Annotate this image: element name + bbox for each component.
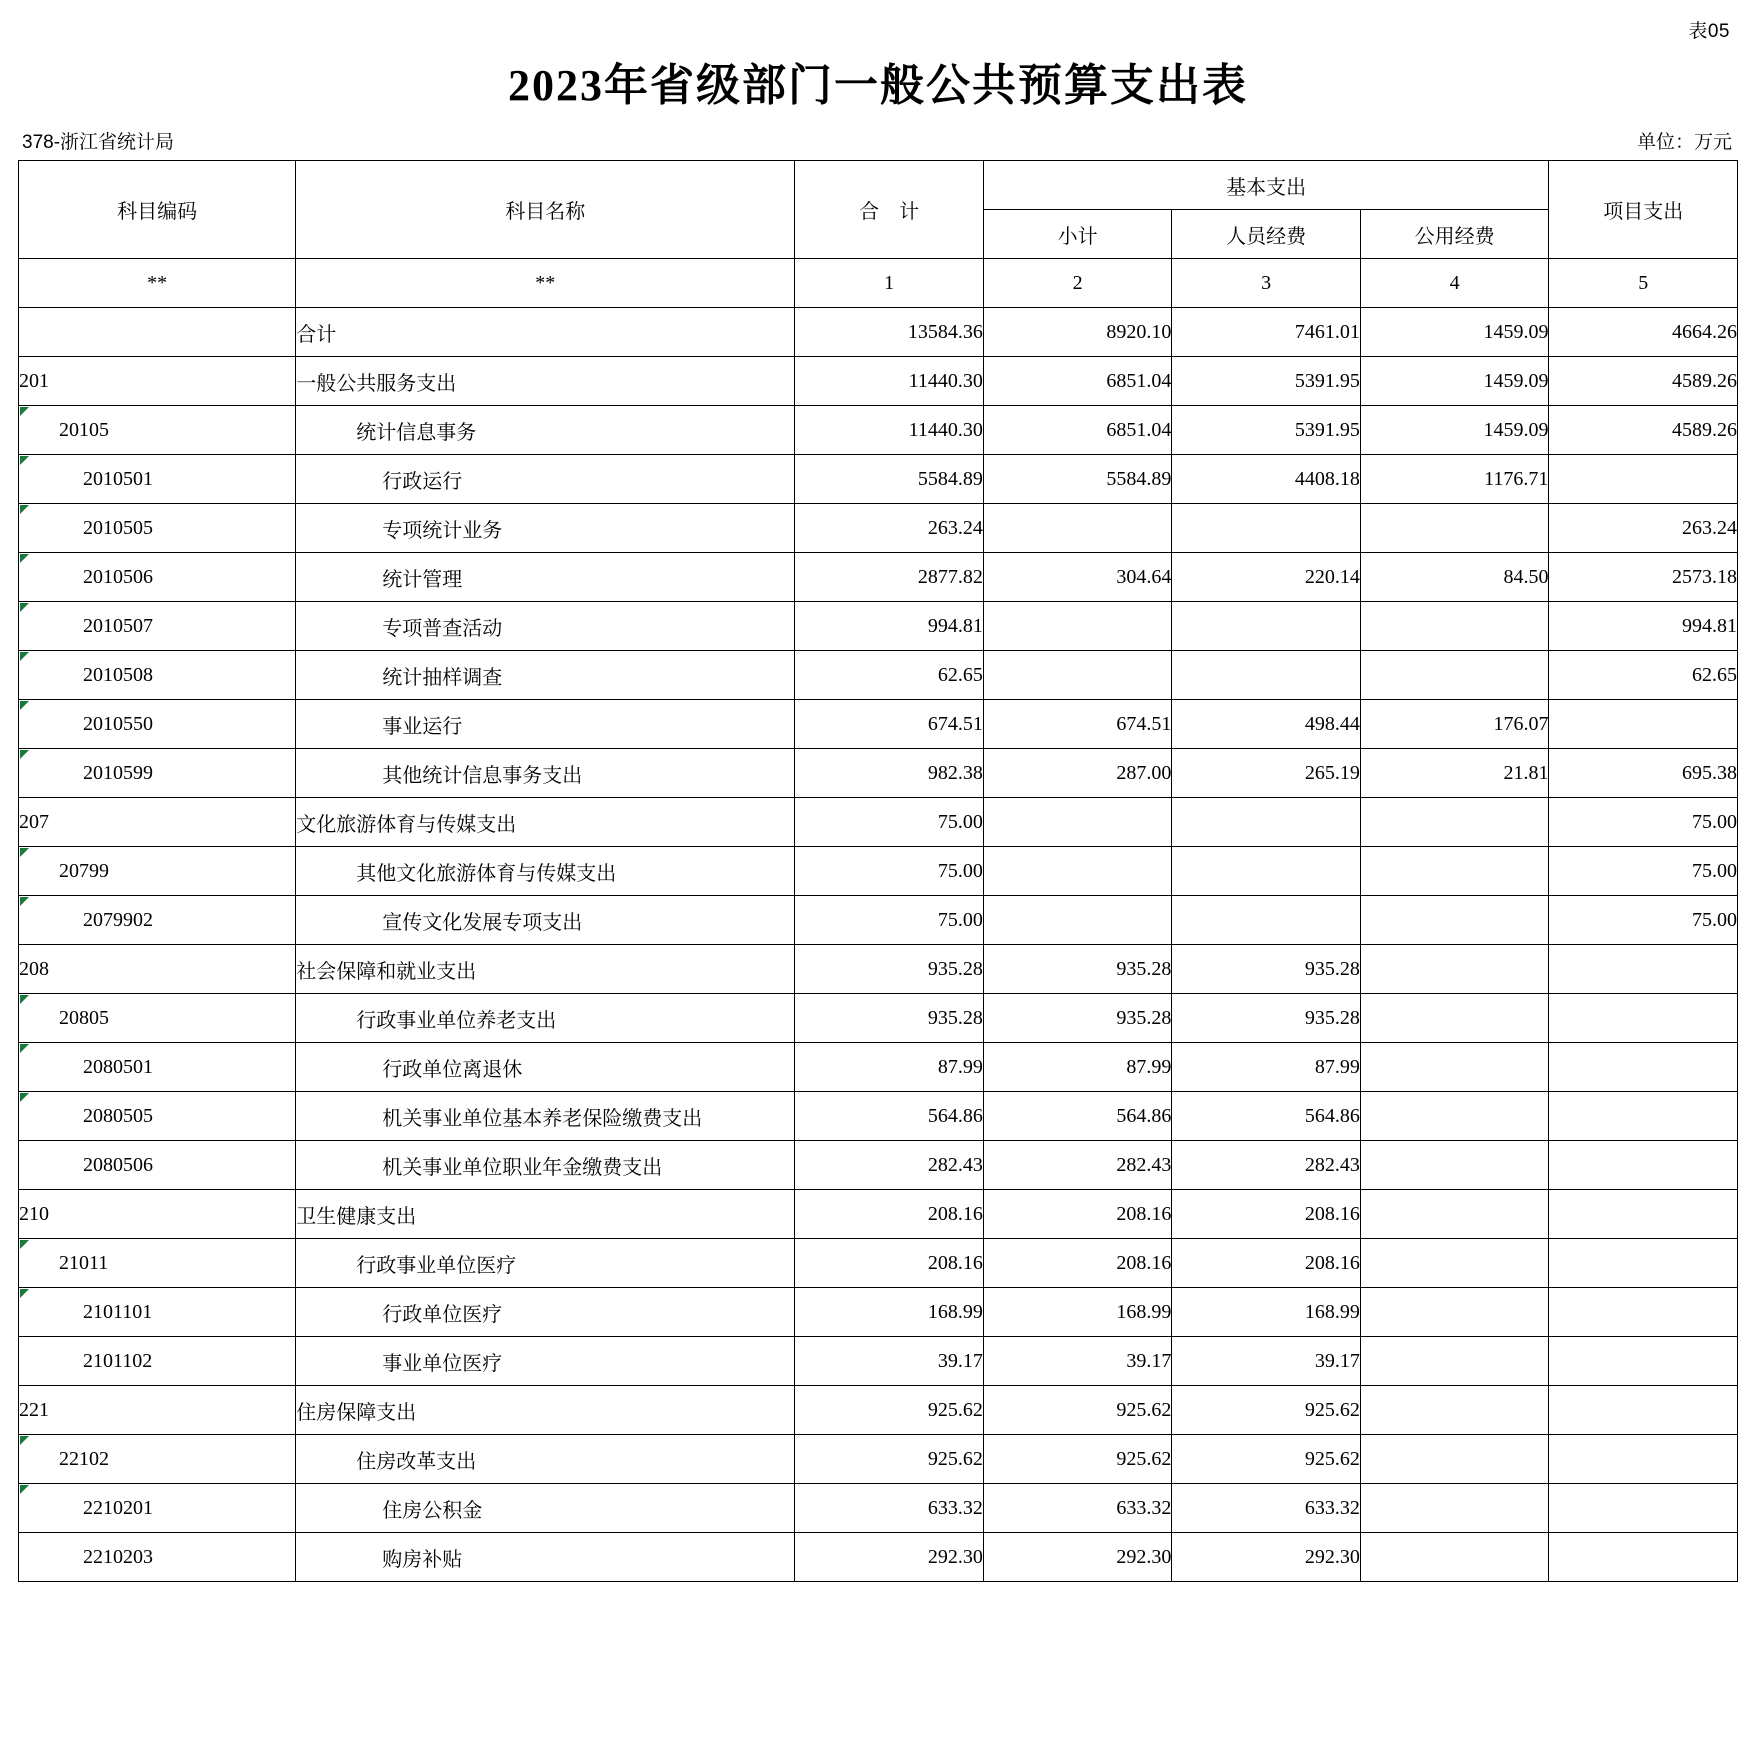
header-public: 公用经费 — [1360, 210, 1549, 259]
cell-code-text: 2010501 — [83, 467, 153, 490]
cell-personnel — [1172, 504, 1361, 553]
cell-code — [19, 1484, 296, 1533]
cell-public — [1360, 1043, 1549, 1092]
cell-project — [1549, 945, 1738, 994]
cell-basic — [983, 651, 1172, 700]
cell-personnel: 5391.95 — [1172, 406, 1361, 455]
cell-public — [1360, 896, 1549, 945]
table-row — [19, 651, 1738, 700]
cell-personnel: 925.62 — [1172, 1435, 1361, 1484]
cell-public: 176.07 — [1360, 700, 1549, 749]
table-row — [19, 1337, 1738, 1386]
cell-personnel: 265.19 — [1172, 749, 1361, 798]
cell-public — [1360, 504, 1549, 553]
cell-code — [19, 994, 296, 1043]
cell-basic: 168.99 — [983, 1288, 1172, 1337]
cell-public — [1360, 1337, 1549, 1386]
table-row — [19, 1484, 1738, 1533]
cell-basic: 287.00 — [983, 749, 1172, 798]
cell-name: 行政事业单位医疗 — [296, 1239, 795, 1288]
cell-code-text: 20105 — [59, 418, 109, 441]
cell-code — [19, 357, 296, 406]
cell-comment-marker-icon — [20, 1093, 29, 1102]
cell-personnel — [1172, 602, 1361, 651]
cell-basic: 87.99 — [983, 1043, 1172, 1092]
cell-project — [1549, 1435, 1738, 1484]
cell-name: 行政事业单位养老支出 — [296, 994, 795, 1043]
cell-project: 75.00 — [1549, 847, 1738, 896]
table-row — [19, 749, 1738, 798]
cell-name: 专项统计业务 — [296, 504, 795, 553]
cell-project — [1549, 1337, 1738, 1386]
cell-public — [1360, 1484, 1549, 1533]
colnum-5: 4 — [1360, 259, 1549, 308]
table-row — [19, 553, 1738, 602]
cell-total: 2877.82 — [795, 553, 984, 602]
cell-project: 4589.26 — [1549, 357, 1738, 406]
cell-total: 633.32 — [795, 1484, 984, 1533]
cell-project: 75.00 — [1549, 896, 1738, 945]
cell-name: 其他统计信息事务支出 — [296, 749, 795, 798]
cell-code-text: 201 — [19, 369, 49, 392]
cell-code — [19, 945, 296, 994]
cell-total: 564.86 — [795, 1092, 984, 1141]
cell-comment-marker-icon — [20, 603, 29, 612]
cell-code — [19, 1533, 296, 1582]
cell-name: 行政单位离退休 — [296, 1043, 795, 1092]
cell-project: 2573.18 — [1549, 553, 1738, 602]
header-project: 项目支出 — [1549, 161, 1738, 259]
cell-code — [19, 749, 296, 798]
cell-basic: 633.32 — [983, 1484, 1172, 1533]
page-title: 2023年省级部门一般公共预算支出表 — [508, 61, 1248, 110]
cell-project — [1549, 1141, 1738, 1190]
cell-basic — [983, 896, 1172, 945]
cell-code-text: 2080501 — [83, 1055, 153, 1078]
table-row — [19, 896, 1738, 945]
unit-label: 单位：万元 — [1636, 132, 1732, 153]
cell-project — [1549, 1386, 1738, 1435]
cell-personnel: 7461.01 — [1172, 308, 1361, 357]
table-row — [19, 455, 1738, 504]
cell-comment-marker-icon — [20, 995, 29, 1004]
cell-name: 行政运行 — [296, 455, 795, 504]
cell-personnel: 633.32 — [1172, 1484, 1361, 1533]
cell-total: 75.00 — [795, 798, 984, 847]
cell-personnel — [1172, 847, 1361, 896]
cell-code — [19, 700, 296, 749]
table-row — [19, 308, 1738, 357]
cell-personnel: 220.14 — [1172, 553, 1361, 602]
cell-code-text: 208 — [19, 957, 49, 980]
table-row — [19, 1190, 1738, 1239]
cell-total: 925.62 — [795, 1435, 984, 1484]
cell-personnel: 4408.18 — [1172, 455, 1361, 504]
cell-code-text: 2079902 — [83, 908, 153, 931]
cell-comment-marker-icon — [20, 505, 29, 514]
cell-total: 39.17 — [795, 1337, 984, 1386]
cell-code-text: 210 — [19, 1202, 49, 1225]
cell-public — [1360, 945, 1549, 994]
table-number-label: 表05 — [1688, 21, 1730, 42]
cell-project — [1549, 1043, 1738, 1092]
cell-comment-marker-icon — [20, 1485, 29, 1494]
cell-personnel: 282.43 — [1172, 1141, 1361, 1190]
cell-basic: 39.17 — [983, 1337, 1172, 1386]
cell-total: 87.99 — [795, 1043, 984, 1092]
cell-project — [1549, 1288, 1738, 1337]
cell-project — [1549, 1533, 1738, 1582]
colnum-1: ** — [296, 259, 795, 308]
cell-public — [1360, 798, 1549, 847]
cell-public — [1360, 651, 1549, 700]
cell-code — [19, 798, 296, 847]
cell-total: 935.28 — [795, 945, 984, 994]
cell-comment-marker-icon — [20, 1436, 29, 1445]
header-row-top — [19, 161, 1738, 210]
cell-personnel: 925.62 — [1172, 1386, 1361, 1435]
cell-comment-marker-icon — [20, 897, 29, 906]
cell-basic: 292.30 — [983, 1533, 1172, 1582]
cell-public — [1360, 1288, 1549, 1337]
cell-basic: 282.43 — [983, 1141, 1172, 1190]
cell-code-text: 2210203 — [83, 1545, 153, 1568]
cell-project: 75.00 — [1549, 798, 1738, 847]
cell-total: 75.00 — [795, 896, 984, 945]
cell-code-text: 2010507 — [83, 614, 153, 637]
table-row — [19, 406, 1738, 455]
cell-personnel: 498.44 — [1172, 700, 1361, 749]
table-row — [19, 1092, 1738, 1141]
cell-personnel: 208.16 — [1172, 1190, 1361, 1239]
cell-code-text: 22102 — [59, 1447, 109, 1470]
cell-project: 62.65 — [1549, 651, 1738, 700]
cell-name: 其他文化旅游体育与传媒支出 — [296, 847, 795, 896]
cell-name: 事业运行 — [296, 700, 795, 749]
cell-code — [19, 602, 296, 651]
cell-public — [1360, 602, 1549, 651]
cell-code-text: 2010506 — [83, 565, 153, 588]
table-row — [19, 504, 1738, 553]
cell-project — [1549, 1190, 1738, 1239]
cell-personnel: 208.16 — [1172, 1239, 1361, 1288]
cell-total: 925.62 — [795, 1386, 984, 1435]
cell-basic — [983, 798, 1172, 847]
cell-basic: 5584.89 — [983, 455, 1172, 504]
table-row — [19, 1435, 1738, 1484]
cell-code-text: 2101101 — [83, 1300, 153, 1323]
cell-project: 4664.26 — [1549, 308, 1738, 357]
cell-code-text: 20805 — [59, 1006, 109, 1029]
cell-personnel: 39.17 — [1172, 1337, 1361, 1386]
colnum-3: 2 — [983, 259, 1172, 308]
colnum-2: 1 — [795, 259, 984, 308]
cell-comment-marker-icon — [20, 750, 29, 759]
cell-personnel: 87.99 — [1172, 1043, 1361, 1092]
cell-total: 5584.89 — [795, 455, 984, 504]
cell-public: 84.50 — [1360, 553, 1549, 602]
table-row — [19, 994, 1738, 1043]
cell-basic: 674.51 — [983, 700, 1172, 749]
cell-public: 1459.09 — [1360, 357, 1549, 406]
cell-project: 4589.26 — [1549, 406, 1738, 455]
header-basic-group: 基本支出 — [983, 161, 1549, 210]
cell-comment-marker-icon — [20, 701, 29, 710]
cell-name: 统计抽样调查 — [296, 651, 795, 700]
cell-total: 935.28 — [795, 994, 984, 1043]
cell-public: 1176.71 — [1360, 455, 1549, 504]
cell-code — [19, 308, 296, 357]
budget-table — [18, 160, 1738, 1582]
cell-public — [1360, 1386, 1549, 1435]
cell-project — [1549, 1484, 1738, 1533]
cell-code — [19, 1190, 296, 1239]
cell-code — [19, 455, 296, 504]
header-code: 科目编码 — [19, 161, 296, 259]
cell-total: 11440.30 — [795, 357, 984, 406]
cell-code — [19, 1092, 296, 1141]
cell-code-text: 2010550 — [83, 712, 153, 735]
cell-personnel: 935.28 — [1172, 945, 1361, 994]
cell-name: 统计信息事务 — [296, 406, 795, 455]
cell-basic: 6851.04 — [983, 406, 1172, 455]
cell-project — [1549, 994, 1738, 1043]
table-row — [19, 1043, 1738, 1092]
cell-personnel: 168.99 — [1172, 1288, 1361, 1337]
cell-public: 21.81 — [1360, 749, 1549, 798]
cell-public — [1360, 994, 1549, 1043]
cell-comment-marker-icon — [20, 848, 29, 857]
cell-personnel — [1172, 896, 1361, 945]
table-row — [19, 1288, 1738, 1337]
cell-name: 一般公共服务支出 — [296, 357, 795, 406]
department-label: 378-浙江省统计局 — [22, 132, 175, 153]
cell-code — [19, 1141, 296, 1190]
cell-basic: 8920.10 — [983, 308, 1172, 357]
cell-code-text: 2210201 — [83, 1496, 153, 1519]
table-row — [19, 1386, 1738, 1435]
cell-project: 994.81 — [1549, 602, 1738, 651]
cell-total: 62.65 — [795, 651, 984, 700]
cell-project: 263.24 — [1549, 504, 1738, 553]
cell-name: 住房改革支出 — [296, 1435, 795, 1484]
cell-public: 1459.09 — [1360, 308, 1549, 357]
cell-project: 695.38 — [1549, 749, 1738, 798]
cell-personnel: 935.28 — [1172, 994, 1361, 1043]
cell-basic: 208.16 — [983, 1190, 1172, 1239]
cell-code — [19, 1239, 296, 1288]
subheader — [18, 127, 1738, 160]
cell-name: 文化旅游体育与传媒支出 — [296, 798, 795, 847]
cell-comment-marker-icon — [20, 456, 29, 465]
cell-total: 982.38 — [795, 749, 984, 798]
cell-personnel — [1172, 651, 1361, 700]
cell-name: 住房保障支出 — [296, 1386, 795, 1435]
table-head — [19, 161, 1738, 308]
cell-basic — [983, 847, 1172, 896]
cell-code — [19, 1435, 296, 1484]
cell-comment-marker-icon — [20, 554, 29, 563]
cell-total: 263.24 — [795, 504, 984, 553]
table-row — [19, 945, 1738, 994]
cell-personnel: 5391.95 — [1172, 357, 1361, 406]
cell-code — [19, 1288, 296, 1337]
cell-name: 专项普查活动 — [296, 602, 795, 651]
cell-name: 机关事业单位职业年金缴费支出 — [296, 1141, 795, 1190]
cell-name: 行政单位医疗 — [296, 1288, 795, 1337]
table-row — [19, 602, 1738, 651]
cell-code-text: 2010508 — [83, 663, 153, 686]
cell-total: 282.43 — [795, 1141, 984, 1190]
cell-name: 统计管理 — [296, 553, 795, 602]
cell-code-text: 21011 — [59, 1251, 109, 1274]
cell-name: 卫生健康支出 — [296, 1190, 795, 1239]
table-row — [19, 700, 1738, 749]
table-row — [19, 357, 1738, 406]
table-row — [19, 798, 1738, 847]
header-personnel: 人员经费 — [1172, 210, 1361, 259]
cell-basic: 564.86 — [983, 1092, 1172, 1141]
cell-basic: 925.62 — [983, 1435, 1172, 1484]
cell-project — [1549, 455, 1738, 504]
cell-total: 292.30 — [795, 1533, 984, 1582]
cell-public: 1459.09 — [1360, 406, 1549, 455]
cell-code-text: 2010599 — [83, 761, 153, 784]
cell-comment-marker-icon — [20, 652, 29, 661]
cell-basic — [983, 504, 1172, 553]
cell-public — [1360, 1141, 1549, 1190]
header-numbering-row — [19, 259, 1738, 308]
cell-personnel: 292.30 — [1172, 1533, 1361, 1582]
cell-total: 75.00 — [795, 847, 984, 896]
header-total: 合 计 — [795, 161, 984, 259]
cell-code — [19, 1337, 296, 1386]
table-row — [19, 1141, 1738, 1190]
cell-code — [19, 553, 296, 602]
cell-code-text: 2101102 — [83, 1349, 153, 1372]
cell-total: 13584.36 — [795, 308, 984, 357]
cell-code-text: 2010505 — [83, 516, 153, 539]
cell-basic: 6851.04 — [983, 357, 1172, 406]
cell-code-text: 2080505 — [83, 1104, 153, 1127]
cell-personnel: 564.86 — [1172, 1092, 1361, 1141]
table-row — [19, 1239, 1738, 1288]
cell-code-text: 221 — [19, 1398, 49, 1421]
cell-name: 宣传文化发展专项支出 — [296, 896, 795, 945]
cell-code-text: 2080506 — [83, 1153, 153, 1176]
cell-comment-marker-icon — [20, 1289, 29, 1298]
cell-name: 合计 — [296, 308, 795, 357]
cell-name: 住房公积金 — [296, 1484, 795, 1533]
cell-public — [1360, 1533, 1549, 1582]
header-basic-sub: 小计 — [983, 210, 1172, 259]
cell-project — [1549, 1092, 1738, 1141]
cell-name: 购房补贴 — [296, 1533, 795, 1582]
cell-public — [1360, 1092, 1549, 1141]
cell-basic: 208.16 — [983, 1239, 1172, 1288]
cell-code — [19, 1386, 296, 1435]
cell-total: 168.99 — [795, 1288, 984, 1337]
cell-total: 11440.30 — [795, 406, 984, 455]
table-row — [19, 1533, 1738, 1582]
cell-total: 674.51 — [795, 700, 984, 749]
header-name: 科目名称 — [296, 161, 795, 259]
colnum-4: 3 — [1172, 259, 1361, 308]
table-body — [19, 308, 1738, 1582]
cell-project — [1549, 700, 1738, 749]
cell-total: 994.81 — [795, 602, 984, 651]
cell-basic — [983, 602, 1172, 651]
cell-public — [1360, 1435, 1549, 1484]
cell-code-text: 20799 — [59, 859, 109, 882]
cell-code — [19, 504, 296, 553]
cell-basic: 304.64 — [983, 553, 1172, 602]
cell-public — [1360, 847, 1549, 896]
cell-name: 事业单位医疗 — [296, 1337, 795, 1386]
cell-code — [19, 847, 296, 896]
cell-public — [1360, 1190, 1549, 1239]
cell-code — [19, 896, 296, 945]
cell-name: 机关事业单位基本养老保险缴费支出 — [296, 1092, 795, 1141]
cell-code-text: 207 — [19, 810, 49, 833]
cell-personnel — [1172, 798, 1361, 847]
cell-total: 208.16 — [795, 1239, 984, 1288]
cell-comment-marker-icon — [20, 1044, 29, 1053]
cell-code — [19, 1043, 296, 1092]
cell-basic: 935.28 — [983, 994, 1172, 1043]
cell-code — [19, 651, 296, 700]
cell-total: 208.16 — [795, 1190, 984, 1239]
cell-comment-marker-icon — [20, 1240, 29, 1249]
cell-name: 社会保障和就业支出 — [296, 945, 795, 994]
cell-comment-marker-icon — [20, 407, 29, 416]
cell-public — [1360, 1239, 1549, 1288]
table-row — [19, 847, 1738, 896]
cell-basic: 935.28 — [983, 945, 1172, 994]
colnum-0: ** — [19, 259, 296, 308]
cell-basic: 925.62 — [983, 1386, 1172, 1435]
cell-project — [1549, 1239, 1738, 1288]
cell-code — [19, 406, 296, 455]
colnum-6: 5 — [1549, 259, 1738, 308]
